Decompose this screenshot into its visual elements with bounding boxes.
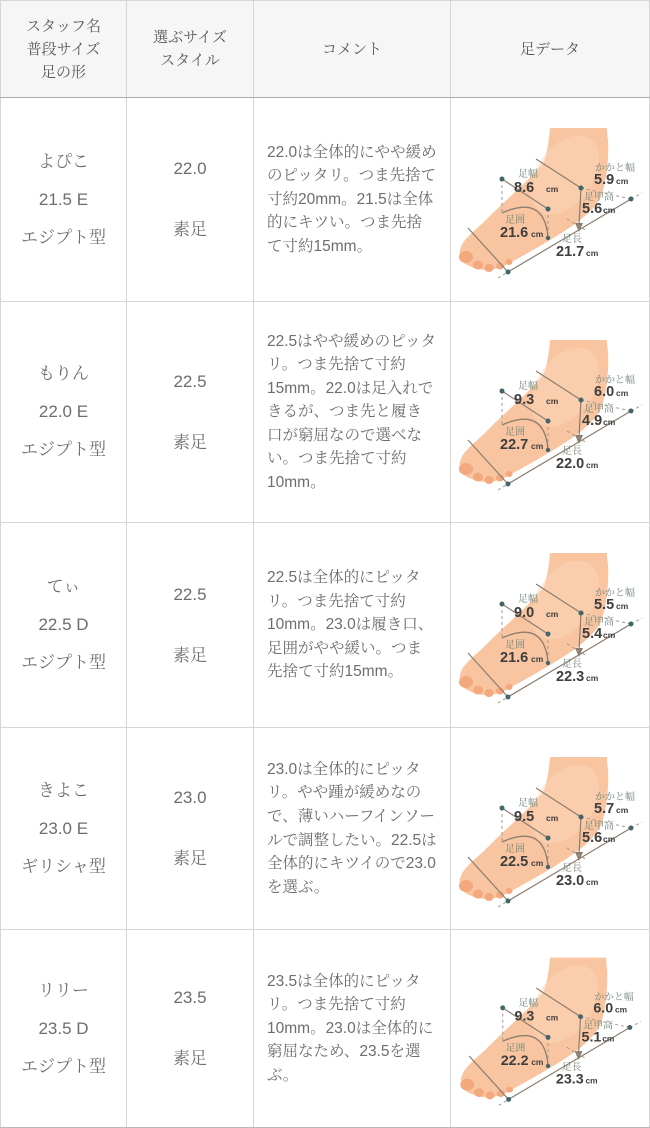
chosen-size: 22.0 [173, 159, 207, 178]
instep-arrowhead [575, 435, 583, 444]
instep-height-label: 足甲高 [584, 191, 614, 203]
foot-length-unit: cm [585, 1075, 598, 1086]
staff-name: リリー [38, 980, 89, 1000]
foot-girth-value: 22.7 [500, 437, 529, 453]
foot-girth-value: 22.5 [500, 853, 529, 870]
heel-width-unit: cm [615, 1004, 628, 1015]
staff-cell [0, 728, 126, 929]
instep-height-value: 5.1 [581, 1029, 602, 1046]
heel-width-unit: cm [616, 804, 629, 815]
instep-height-label: 足甲高 [583, 1020, 614, 1032]
foot-data-cell [450, 302, 650, 522]
chosen-size: 22.5 [173, 584, 207, 604]
foot-length-value: 21.7 [556, 243, 585, 260]
heel-width-unit: cm [616, 175, 629, 186]
foot-width-value: 9.3 [514, 392, 535, 408]
header-staff-line: 足の形 [40, 63, 86, 81]
foot-girth-label: 足囲 [505, 1043, 526, 1055]
header-staff-line: 普段サイズ [26, 40, 101, 58]
instep-height-label: 足甲高 [584, 617, 614, 628]
instep-height-unit: cm [603, 833, 616, 844]
heel-width-label: かかと幅 [595, 791, 635, 803]
foot-girth-value: 21.6 [500, 224, 529, 241]
heel-width-value: 5.5 [594, 597, 615, 613]
staff-name: もりん [38, 364, 89, 383]
heel-width-unit: cm [616, 388, 629, 398]
instep-height-label: 足甲高 [584, 404, 614, 415]
fitting-style: 素足 [173, 645, 207, 665]
foot-girth-label: 足囲 [505, 640, 525, 651]
chosen-size-cell [126, 302, 253, 522]
foot-width-label: 足幅 [518, 168, 538, 180]
table-header [0, 1, 650, 98]
foot-girth-value: 21.6 [500, 650, 529, 666]
comment-text: 23.0は全体的にピッタリ。やや踵が緩めなので、薄いハーフインソールで調整したい。22.5は全体的にキツイので23.0を選ぶ。 [267, 760, 437, 896]
heel-width-label: かかと幅 [595, 375, 635, 386]
foot-width-value: 8.6 [514, 179, 535, 196]
staff-name: きよこ [38, 780, 89, 800]
foot-data-cell [450, 98, 650, 301]
table-row [0, 523, 650, 728]
foot-length-label: 足長 [562, 233, 582, 245]
foot-length-label: 足長 [562, 446, 582, 457]
staff-cell [0, 98, 126, 301]
foot-length-unit: cm [586, 247, 599, 258]
header-size-line: 選ぶサイズ [153, 29, 227, 46]
comment-text: 22.0は全体的にやや緩めのピッタリ。つま先捨て寸約20mm。21.5は全体的にキツい。つま先捨て寸約15mm。 [267, 143, 437, 255]
foot-width-label: 足幅 [518, 594, 538, 605]
foot-measurement-diagram [450, 525, 650, 725]
fitting-style: 素足 [173, 849, 207, 868]
foot-girth-unit: cm [531, 654, 544, 664]
chosen-size-cell [126, 930, 253, 1127]
foot-measurement-diagram [450, 100, 650, 300]
foot-data-cell [450, 930, 650, 1127]
foot-length-unit: cm [586, 673, 599, 683]
staff-usual-size: 22.0 E [38, 402, 89, 421]
foot-girth-unit: cm [531, 441, 544, 451]
instep-height-value: 5.4 [582, 626, 603, 642]
chosen-size: 22.5 [173, 371, 207, 391]
heel-width-unit: cm [616, 601, 629, 611]
instep-height-value: 4.9 [582, 413, 603, 429]
header-staff-line: スタッフ名 [25, 17, 101, 35]
comment-cell [253, 523, 450, 727]
fitting-style: 素足 [173, 220, 207, 239]
heel-width-value: 5.9 [594, 171, 615, 188]
table-row [0, 930, 650, 1128]
foot-length-value: 23.3 [555, 1071, 584, 1088]
foot-width-unit: cm [546, 396, 559, 406]
foot-length-unit: cm [586, 876, 599, 887]
foot-measurement-diagram [450, 930, 650, 1127]
heel-width-label: かかと幅 [595, 162, 635, 174]
staff-foot-shape: エジプト型 [21, 653, 106, 672]
foot-girth-unit: cm [531, 228, 544, 239]
staff-name: てぃ [46, 577, 81, 596]
foot-length-value: 22.3 [556, 669, 585, 685]
comment-cell [253, 930, 450, 1127]
foot-measurement-diagram [450, 312, 650, 512]
staff-usual-size: 23.5 D [38, 1018, 89, 1038]
staff-cell [0, 930, 126, 1127]
fitting-style: 素足 [173, 432, 207, 452]
staff-name: よぴこ [38, 151, 89, 171]
comment-text: 22.5は全体的にピッタリ。つま先捨て寸約10mm。23.0は履き口、足囲がやや緩い。つま先捨て寸約15mm。 [267, 569, 434, 681]
heel-width-label: かかと幅 [594, 991, 634, 1003]
comment-cell [253, 728, 450, 929]
chosen-size-cell [126, 728, 253, 929]
foot-length-label: 足長 [562, 862, 582, 874]
header-comment-line: コメント [321, 40, 382, 58]
foot-data-cell [450, 728, 650, 929]
header-comment [253, 1, 450, 97]
staff-cell [0, 523, 126, 727]
foot-length-label: 足長 [561, 1061, 582, 1073]
instep-height-unit: cm [603, 417, 616, 427]
heel-width-value: 6.0 [594, 384, 615, 400]
chosen-size-cell [126, 523, 253, 727]
header-chosen-size [126, 1, 253, 97]
instep-height-unit: cm [603, 630, 616, 640]
foot-width-value: 9.0 [514, 605, 535, 621]
instep-height-value: 5.6 [582, 829, 603, 846]
header-staff [0, 1, 126, 97]
foot-girth-label: 足囲 [505, 214, 525, 226]
comment-cell [253, 98, 450, 301]
header-size-line: スタイル [160, 52, 220, 69]
header-foot-data [450, 1, 650, 97]
table-row [0, 98, 650, 302]
foot-width-unit: cm [546, 183, 559, 194]
chosen-size: 23.0 [173, 788, 207, 807]
staff-usual-size: 21.5 E [38, 189, 89, 209]
chosen-size-cell [126, 98, 253, 301]
instep-arrowhead [575, 223, 583, 232]
foot-measurement-diagram [450, 729, 650, 929]
comment-cell [253, 302, 450, 522]
foot-width-unit: cm [546, 812, 559, 823]
staff-foot-shape: エジプト型 [21, 1056, 106, 1076]
foot-length-unit: cm [586, 460, 599, 470]
foot-width-value: 9.3 [514, 1008, 535, 1025]
fitting-style: 素足 [173, 1049, 207, 1068]
comment-text: 23.5は全体的にピッタリ。つま先捨て寸約10mm。23.0は全体的に窮屈なため、23.5を選ぶ。 [267, 972, 434, 1084]
instep-height-value: 5.6 [582, 200, 603, 217]
staff-cell [0, 302, 126, 522]
comment-text: 22.5はやや緩めのピッタリ。つま先捨て寸約15mm。22.0は足入れできるが、つま先と履き口が窮屈なので選べない。つま先捨て寸約10mm。 [267, 332, 437, 491]
instep-arrowhead [575, 852, 583, 861]
foot-width-unit: cm [546, 609, 559, 619]
foot-width-label: 足幅 [518, 997, 539, 1009]
foot-girth-unit: cm [531, 857, 544, 868]
foot-length-value: 23.0 [556, 872, 585, 889]
heel-width-label: かかと幅 [595, 588, 635, 599]
instep-arrowhead [575, 648, 583, 657]
foot-width-label: 足幅 [518, 797, 538, 809]
foot-width-value: 9.5 [514, 808, 535, 825]
staff-foot-shape: ギリシャ型 [21, 856, 106, 876]
chosen-size: 23.5 [173, 988, 207, 1007]
foot-girth-label: 足囲 [505, 427, 525, 438]
foot-girth-value: 22.2 [500, 1052, 529, 1069]
instep-height-unit: cm [602, 1033, 615, 1044]
foot-length-value: 22.0 [556, 456, 585, 472]
foot-girth-label: 足囲 [505, 843, 525, 855]
heel-width-value: 5.7 [594, 800, 615, 817]
heel-width-value: 6.0 [593, 1000, 614, 1017]
instep-height-unit: cm [603, 204, 616, 215]
table-row [0, 728, 650, 930]
foot-length-label: 足長 [562, 659, 582, 670]
foot-girth-unit: cm [531, 1056, 544, 1067]
table-row [0, 302, 650, 523]
staff-foot-shape: エジプト型 [21, 227, 106, 247]
foot-data-cell [450, 523, 650, 727]
staff-usual-size: 23.0 E [38, 818, 89, 838]
foot-width-label: 足幅 [518, 381, 538, 392]
staff-usual-size: 22.5 D [38, 615, 89, 634]
instep-arrowhead [575, 1051, 583, 1060]
staff-foot-shape: エジプト型 [21, 440, 106, 459]
header-foot-data-line: 足データ [519, 40, 580, 58]
foot-width-unit: cm [546, 1012, 559, 1023]
instep-height-label: 足甲高 [584, 820, 614, 832]
